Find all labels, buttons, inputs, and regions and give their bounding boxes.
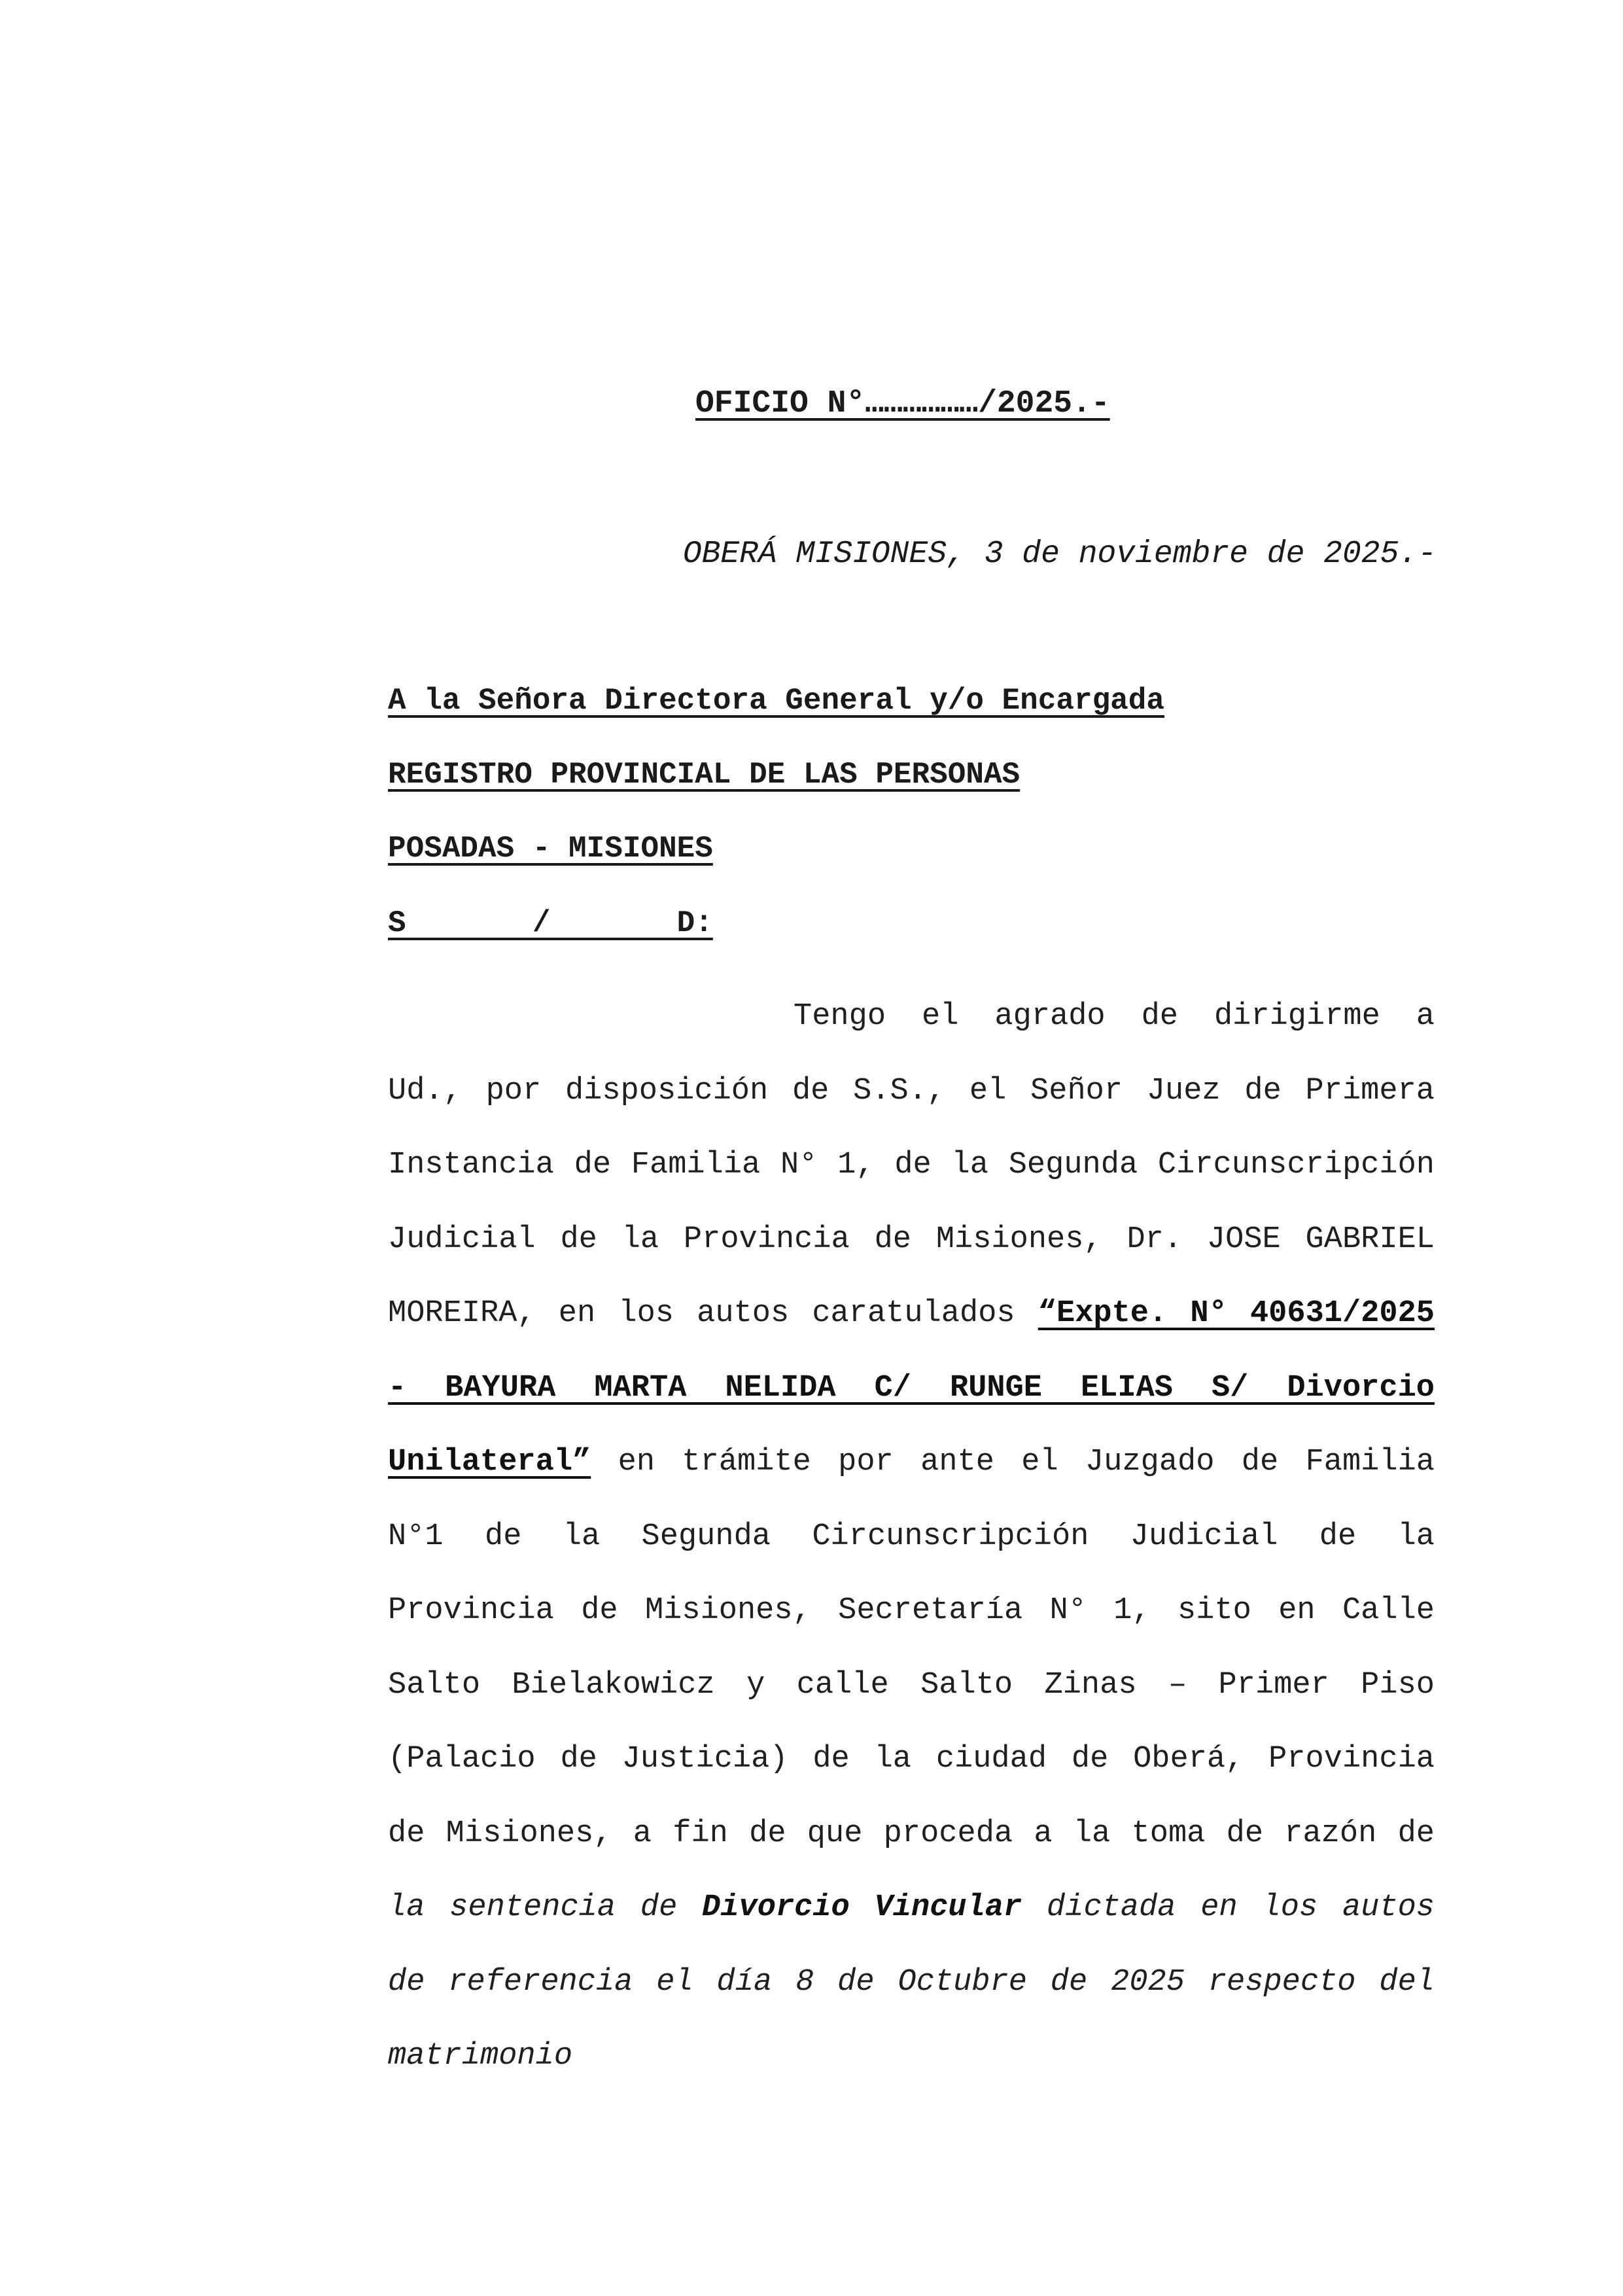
salutation-sd: S / D:	[388, 906, 713, 940]
addressee-line-1: A la Señora Directora General y/o Encargada	[388, 684, 1164, 718]
divorce-type: Divorcio Vincular	[702, 1890, 1022, 1925]
document-title: OFICIO N°………………/2025.-	[695, 386, 1110, 421]
body-text-part-1: Tengo el agrado de dirigirme a Ud., por disposición de S.S., el Señor Juez de Primera Instancia de Familia N° 1, de la Segunda Circunscripción Judicial de la Provincia de Misiones, Dr. JOSE GABRIEL MOREIRA, en los autos caratulados	[388, 999, 1435, 1331]
case-title: “Expte. N° 40631/2025 - BAYURA MARTA NELIDA C/ RUNGE ELIAS S/ Divorcio Unilateral”	[388, 1296, 1435, 1479]
addressee-line-2: REGISTRO PROVINCIAL DE LAS PERSONAS	[388, 758, 1021, 792]
date-line: OBERÁ MISIONES, 3 de noviembre de 2025.-	[682, 537, 1437, 572]
body-italic-2: dictada en los autos de referencia el día 8 de Octubre de 2025 respecto del matrimonio	[388, 1890, 1435, 2074]
body-italic-1: la sentencia de	[388, 1890, 703, 1925]
body-text-part-2: en trámite por ante el Juzgado de Familia N°1 de la Segunda Circunscripción Judicial de la Provincia de Misiones, Secretaría N° 1, sito en Calle Salto Bielakowicz y calle Salto Zinas – Primer Piso (Palacio de Justicia) de la ciudad de Oberá, Provincia de Misiones, a fin de que proceda a la toma de razón de	[388, 1445, 1435, 1851]
addressee-line-3: POSADAS - MISIONES	[388, 832, 713, 866]
body-paragraph	[388, 980, 1435, 2094]
